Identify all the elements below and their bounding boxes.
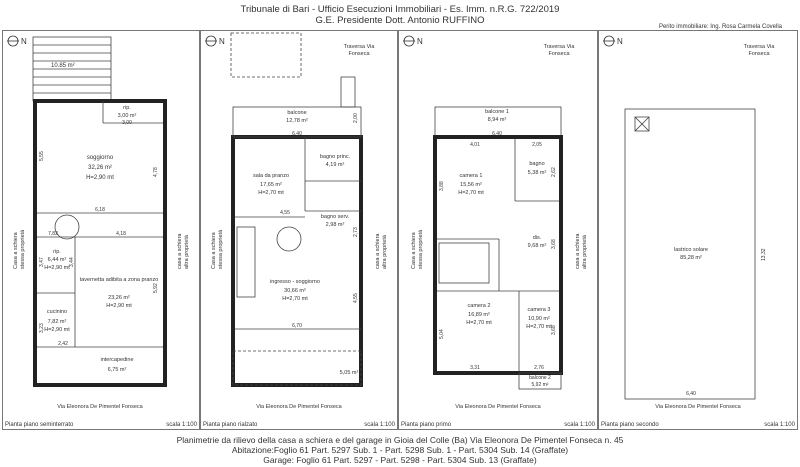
traversa-label: Traversa Via <box>543 44 575 50</box>
room-area: 8,94 m² <box>487 117 507 123</box>
dimension-label: 4,18 <box>116 231 126 237</box>
side-label: Casa a schiera <box>13 232 19 269</box>
side-label: Casa a schiera <box>211 232 217 269</box>
room-name: soggiorno <box>86 155 114 161</box>
dimension-label: 6,40 <box>292 131 302 137</box>
dimension-label: 6,70 <box>292 323 302 329</box>
room-height: H=2,70 mt <box>526 324 552 330</box>
north-arrow-icon <box>205 36 225 46</box>
room-height: H=2,90 mt <box>106 303 132 309</box>
side-label: casa a schiera <box>177 233 183 269</box>
dimension-label: 6,18 <box>95 207 105 213</box>
room-area: 15,56 m² <box>460 182 482 188</box>
dimension-label: 6,40 <box>492 131 502 137</box>
side-label: altra proprietà <box>582 235 588 269</box>
room-name: balcone 1 <box>485 109 509 115</box>
room-name: ingresso - soggiorno <box>270 279 320 285</box>
side-label: altra proprietà <box>184 235 190 269</box>
room-name: tavernetta adibita a zona pranzo <box>79 277 159 283</box>
dimension-label: 13,32 <box>761 248 767 261</box>
floor-title: Pianta piano rialzato <box>203 422 258 428</box>
floor-title: Pianta piano primo <box>401 422 452 428</box>
floor-title: Pianta piano seminterrato <box>5 422 74 428</box>
room-height: H=2,70 mt <box>466 320 492 326</box>
dimension-label: 5,55 <box>39 151 45 161</box>
dimension-label: 4,55 <box>353 293 359 303</box>
north-arrow-icon <box>603 36 623 46</box>
room-area: 9,68 m² <box>527 243 547 249</box>
room-name: dis. <box>532 235 542 241</box>
dimension-label: 2,62 <box>551 167 557 177</box>
secondo-drawing <box>599 31 797 429</box>
north-label: N <box>21 37 27 46</box>
room-area: 10,90 m² <box>528 316 550 322</box>
footer-abitazione: Abitazione:Foglio 61 Part. 5297 Sub. 1 - Part. 5298 Sub. 1 - Part. 5304 Sub. 14 (Graffate) <box>231 445 569 455</box>
dimension-label: 3,31 <box>470 365 480 371</box>
room-area: 4,19 m² <box>325 162 345 168</box>
street-label: Via Eleonora De Pimentel Fonseca <box>655 404 741 410</box>
room-area: 5,38 m² <box>527 170 547 176</box>
room-name: rip. <box>123 105 131 111</box>
north-label: N <box>617 37 623 46</box>
room-area: 32,26 m² <box>88 165 112 171</box>
room-area: 12,78 m² <box>286 118 308 124</box>
seminterrato-drawing <box>3 31 199 429</box>
dimension-label: 3,68 <box>551 239 557 249</box>
dimension-label: 4,55 <box>280 210 290 216</box>
side-label: stessa proprietà <box>418 229 424 269</box>
side-label: stessa proprietà <box>20 229 26 269</box>
room-name: bagno princ. <box>319 154 351 160</box>
floor-title: Pianta piano secondo <box>601 422 659 428</box>
traversa-label: Fonseca <box>548 51 570 57</box>
dimension-label: 3,68 <box>551 325 557 335</box>
room-area: 7,82 m² <box>47 319 67 325</box>
room-name: camera 3 <box>527 307 551 313</box>
room-area: 16,89 m² <box>468 312 490 318</box>
side-label: stessa proprietà <box>218 229 224 269</box>
scale-label: scala 1:100 <box>564 422 595 428</box>
north-arrow-icon <box>403 36 423 46</box>
header-perito: Perito immobiliare: Ing. Rosa Carmela Covella <box>658 24 782 30</box>
room-height: H=2,70 mt <box>282 296 308 302</box>
room-name: lastrico solare <box>674 247 708 253</box>
room-area: 6,44 m² <box>47 257 67 263</box>
header-judge: G.E. Presidente Dott. Antonio RUFFINO <box>315 15 485 26</box>
dimension-label: 3,23 <box>39 323 45 333</box>
room-name: intercapedine <box>100 357 134 363</box>
floor-plan-primo <box>398 30 598 430</box>
room-name: balcone 2 <box>529 375 551 381</box>
side-label: Casa a schiera <box>411 232 417 269</box>
north-label: N <box>417 37 423 46</box>
dimension-label: 3,88 <box>439 181 445 191</box>
dimension-label: 2,73 <box>353 227 359 237</box>
room-area: 17,65 m² <box>260 182 282 188</box>
traversa-label: Fonseca <box>748 51 770 57</box>
side-label: altra proprietà <box>382 235 388 269</box>
dimension-label: 3,47 <box>39 257 45 267</box>
dimension-label: 6,40 <box>686 391 696 397</box>
exterior-stair <box>33 37 111 101</box>
room-height: H=2,90 mt <box>86 175 114 181</box>
dimension-label: 2,76 <box>534 365 544 371</box>
street-label: Via Eleonora De Pimentel Fonseca <box>256 404 342 410</box>
room-name: camera 1 <box>459 173 483 179</box>
dimension-label: 5,04 <box>439 329 445 339</box>
primo-drawing <box>399 31 597 429</box>
scale-label: scala 1:100 <box>166 422 197 428</box>
dimension-label: 3,44 <box>69 257 75 267</box>
traversa-label: Traversa Via <box>743 44 775 50</box>
room-area: 6,75 m² <box>107 367 127 373</box>
room-name: cucinino <box>46 309 68 315</box>
footer-description: Planimetrie da rilievo della casa a schiera e del garage in Gioia del Colle (Ba) Via Eleonora De Pimentel Fonseca n. 45 <box>176 435 624 445</box>
traversa-label: Traversa Via <box>343 44 375 50</box>
north-label: N <box>219 37 225 46</box>
room-height: H=2,90 mt <box>44 265 70 271</box>
footer-garage: Garage: Foglio 61 Part. 5297 - Part. 5298 - Part. 5304 Sub. 13 (Graffate) <box>263 455 537 465</box>
street-label: Via Eleonora De Pimentel Fonseca <box>57 404 143 410</box>
dimension-label: 2,05 <box>532 142 542 148</box>
scale-label: scala 1:100 <box>364 422 395 428</box>
side-label: casa a schiera <box>575 233 581 269</box>
dimension-label: 2,42 <box>58 341 68 347</box>
room-area: 3,00 m² <box>117 113 137 119</box>
room-area: 5,92 m² <box>531 382 549 388</box>
room-height: H=2,90 mt <box>44 327 70 333</box>
dimension-label: 4,78 <box>153 167 159 177</box>
dimension-label: 5,92 <box>153 283 159 293</box>
dimension-label: 4,01 <box>470 142 480 148</box>
floor-plan-secondo <box>598 30 798 430</box>
room-area: 5,05 m² <box>339 370 359 376</box>
floor-plan-rialzato <box>200 30 398 430</box>
room-name: balcone <box>287 110 307 116</box>
room-name: bagno serv. <box>320 214 350 220</box>
floor-plan-seminterrato <box>2 30 200 430</box>
room-area: 30,66 m² <box>284 288 306 294</box>
room-name: bagno <box>529 161 545 167</box>
traversa-label: Fonseca <box>348 51 370 57</box>
room-name: sala da pranzo <box>252 173 290 179</box>
room-area: 2,98 m² <box>325 222 345 228</box>
side-label: casa a schiera <box>375 233 381 269</box>
dimension-label: 7,82 <box>48 231 58 237</box>
dimension-label: 3,00 <box>122 120 132 126</box>
scale-label: scala 1:100 <box>764 422 795 428</box>
room-area: 10.85 m² <box>51 63 75 69</box>
rialzato-drawing <box>201 31 397 429</box>
dimension-label: 2,00 <box>353 113 359 123</box>
room-area: 85,28 m² <box>680 255 702 261</box>
header-title: Tribunale di Bari - Ufficio Esecuzioni Immobiliari - Es. Imm. n.R.G. 722/2019 <box>240 4 560 15</box>
north-arrow-icon <box>7 36 27 46</box>
room-name: camera 2 <box>467 303 491 309</box>
room-height: H=2,70 mt <box>458 190 484 196</box>
room-area: 23,26 m² <box>108 295 130 301</box>
room-height: H=2,70 mt <box>258 190 284 196</box>
room-name: rip. <box>53 249 61 255</box>
street-label: Via Eleonora De Pimentel Fonseca <box>455 404 541 410</box>
